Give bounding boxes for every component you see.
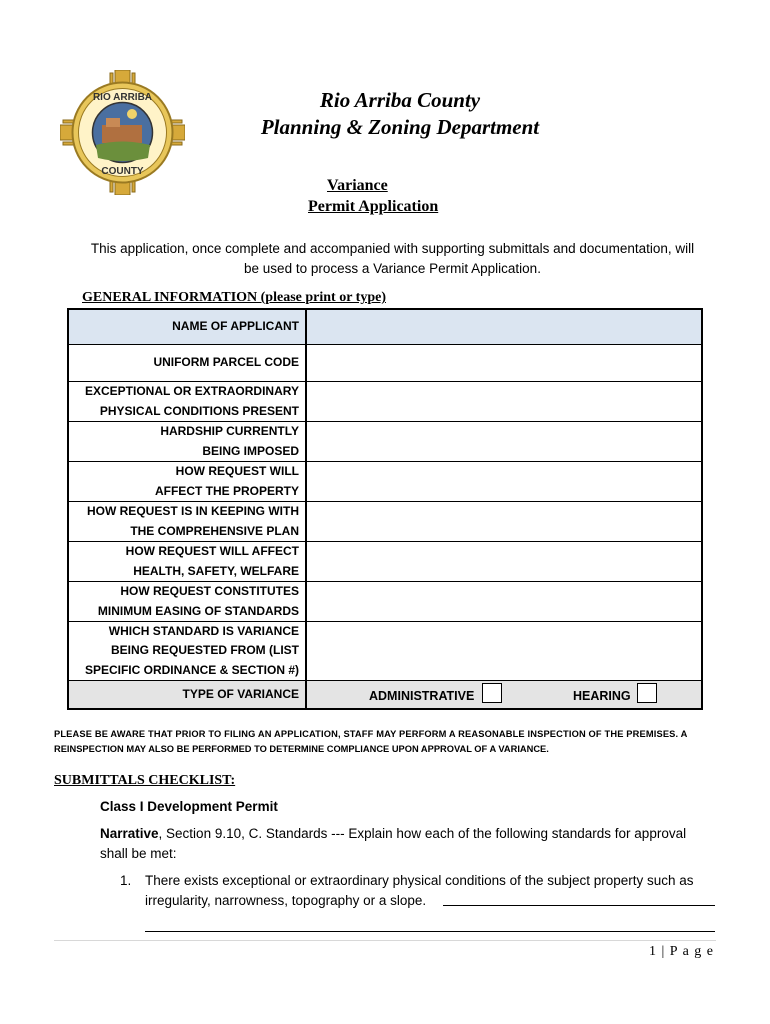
- narrative-text: , Section 9.10, C. Standards --- Explain how each of the following standards for approval: [158, 826, 687, 841]
- form-row: [69, 310, 701, 345]
- form-row: [69, 542, 701, 582]
- narrative-line-2: shall be met:: [100, 846, 177, 861]
- form-row: [69, 382, 701, 422]
- form-row-label-line: HOW REQUEST WILL AFFECT: [125, 544, 299, 558]
- type-of-variance-label: [69, 681, 307, 708]
- administrative-checkbox[interactable]: [482, 683, 502, 703]
- form-row-label-line: HARDSHIP CURRENTLY: [160, 424, 299, 438]
- form-row-label: [69, 622, 307, 680]
- form-row: [69, 502, 701, 542]
- form-row-label-line: BEING IMPOSED: [202, 443, 299, 458]
- form-row-label-line: PHYSICAL CONDITIONS PRESENT: [99, 403, 299, 418]
- form-row-label: [69, 462, 307, 501]
- form-row-label-line: HOW REQUEST IS IN KEEPING WITH: [86, 504, 299, 518]
- intro-line-1: This application, once complete and accompanied with supporting submittals and documentation, will: [90, 241, 695, 256]
- item-1-answer-line-1[interactable]: [443, 905, 715, 906]
- notice-line-2: REINSPECTION MAY ALSO BE PERFORMED TO DETERMINE COMPLIANCE UPON APPROVAL OF A VARIANCE.: [54, 744, 549, 754]
- item-1-answer-line-2[interactable]: [145, 931, 715, 932]
- form-row-label-line: HOW REQUEST WILL: [175, 464, 299, 478]
- form-row: [69, 422, 701, 462]
- type-of-variance-row: [69, 681, 701, 708]
- form-row: [69, 582, 701, 622]
- notice-line-1: PLEASE BE AWARE THAT PRIOR TO FILING AN APPLICATION, STAFF MAY PERFORM A REASONABLE INSPECTION OF THE PREMISES. A: [54, 729, 688, 739]
- form-row-label: [69, 345, 307, 381]
- title-line-1: Variance: [327, 177, 388, 194]
- variance-options: [307, 681, 701, 708]
- form-row-label-line: HEALTH, SAFETY, WELFARE: [133, 563, 299, 578]
- general-info-table: [67, 308, 703, 710]
- seal-bottom-text: COUNTY: [101, 166, 144, 177]
- item-1-line-2: irregularity, narrowness, topography or a slope.: [145, 893, 427, 908]
- form-row-label: [69, 542, 307, 581]
- form-row-input[interactable]: [307, 422, 701, 461]
- type-of-variance-text: TYPE OF VARIANCE: [182, 686, 299, 701]
- form-row-label-line: UNIFORM PARCEL CODE: [153, 355, 299, 370]
- hearing-label: HEARING: [573, 689, 631, 703]
- form-row-input[interactable]: [307, 622, 701, 680]
- narrative-label: Narrative: [100, 826, 159, 841]
- form-row-label: [69, 422, 307, 461]
- form-row-input[interactable]: [307, 382, 701, 421]
- form-row-label-line: NAME OF APPLICANT: [172, 319, 299, 334]
- page-number: 1 | P a g e: [649, 944, 714, 959]
- title-line-2: Permit Application: [308, 198, 439, 215]
- form-row-label-line: THE COMPREHENSIVE PLAN: [130, 523, 299, 538]
- form-row: [69, 345, 701, 382]
- form-row-label: [69, 310, 307, 344]
- intro-paragraph: [70, 239, 715, 279]
- form-row: [69, 462, 701, 502]
- form-row-input[interactable]: [307, 542, 701, 581]
- form-row-label-line: BEING REQUESTED FROM (LIST: [110, 643, 299, 658]
- county-name: Rio Arriba County: [319, 88, 481, 112]
- form-row-label: [69, 502, 307, 541]
- form-row-input[interactable]: [307, 462, 701, 501]
- form-row-label-line: MINIMUM EASING OF STANDARDS: [97, 603, 299, 618]
- narrative-paragraph: [100, 824, 710, 864]
- footer-rule: [54, 940, 716, 941]
- seal-top-text: RIO ARRIBA: [92, 92, 153, 103]
- inspection-notice: [54, 727, 716, 757]
- form-row-input[interactable]: [307, 310, 701, 344]
- item-1-number: 1.: [120, 873, 132, 888]
- form-row-label: [69, 382, 307, 421]
- intro-line-2: be used to process a Variance Permit Application.: [244, 261, 541, 276]
- form-row: [69, 622, 701, 681]
- department-name: Planning & Zoning Department: [260, 115, 540, 139]
- form-row-label-line: HOW REQUEST CONSTITUTES: [120, 584, 299, 598]
- form-row-input[interactable]: [307, 502, 701, 541]
- form-row-input[interactable]: [307, 345, 701, 381]
- form-row-label-line: WHICH STANDARD IS VARIANCE: [108, 623, 299, 638]
- administrative-label: ADMINISTRATIVE: [369, 689, 475, 703]
- class-title: Class I Development Permit: [100, 799, 278, 814]
- item-1-line-1: There exists exceptional or extraordinary physical conditions of the subject property such as: [145, 873, 694, 888]
- general-info-heading: GENERAL INFORMATION (please print or type): [82, 290, 386, 305]
- checklist-heading: SUBMITTALS CHECKLIST:: [54, 773, 236, 788]
- county-seal-logo: [60, 70, 185, 195]
- form-row-label: [69, 582, 307, 621]
- form-row-input[interactable]: [307, 582, 701, 621]
- hearing-checkbox[interactable]: [637, 683, 657, 703]
- form-row-label-line: SPECIFIC ORDINANCE & SECTION #): [84, 662, 299, 677]
- form-row-label-line: AFFECT THE PROPERTY: [154, 483, 299, 498]
- form-row-label-line: EXCEPTIONAL OR EXTRAORDINARY: [84, 384, 299, 398]
